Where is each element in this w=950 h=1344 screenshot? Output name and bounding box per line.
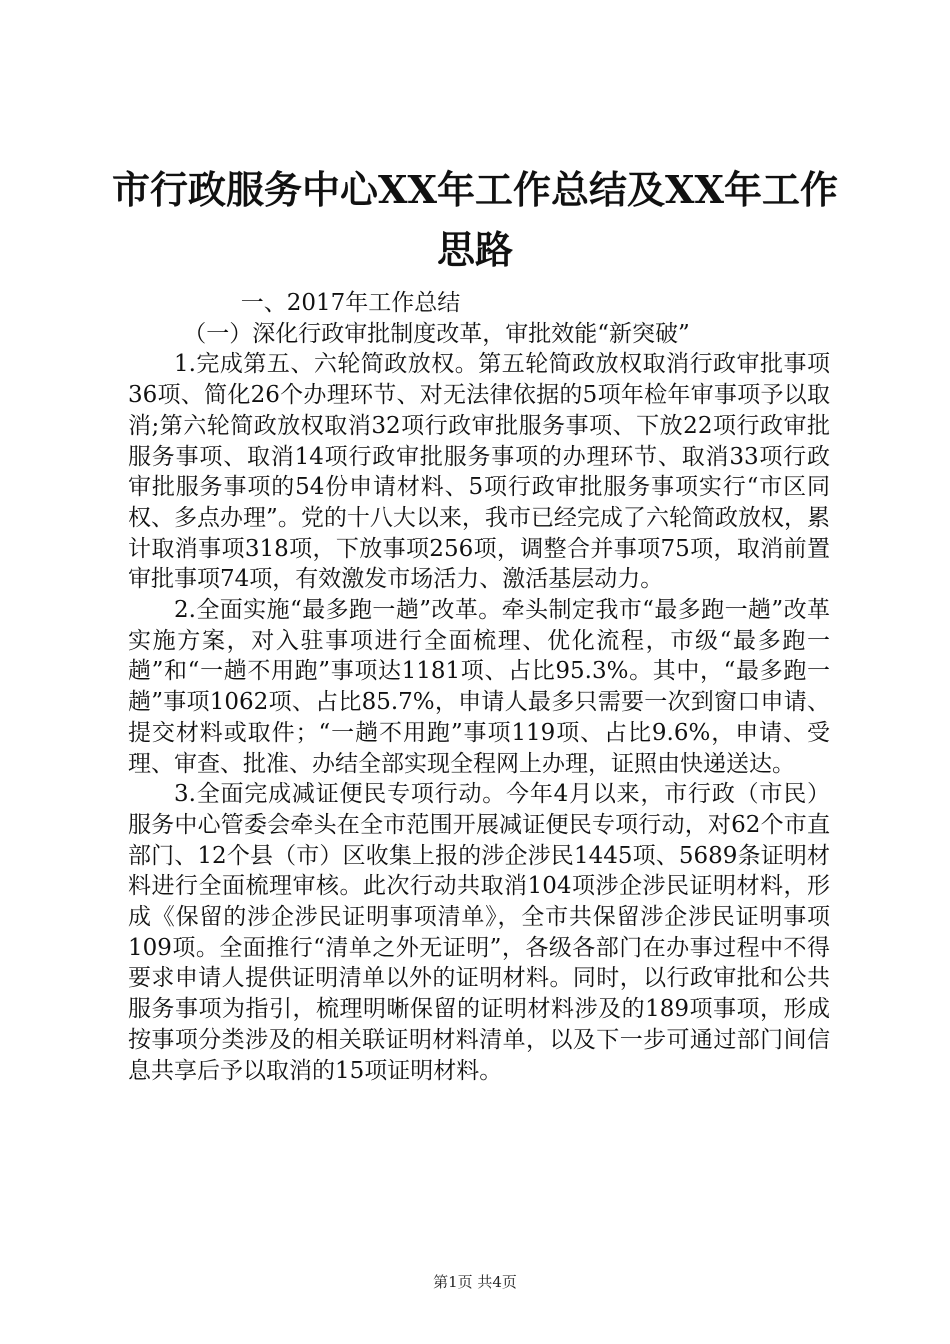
- page-number-footer: 第1页 共4页: [433, 1273, 517, 1291]
- paragraph-item-2: 2.全面实施“最多跑一趟”改革。牵头制定我市“最多跑一趟”改革实施方案，对入驻事项进行全面梳理、优化流程，市级“最多跑一趟”和“一趟不用跑”事项达1181项、占比95.3%。其中，“最多跑一趟”事项1062项、占比85.7%，申请人最多只需要一次到窗口申请、提交材料或取件；“一趟不用跑”事项119项、占比9.6%，申请、受理、审查、批准、办结全部实现全程网上办理，证照由快递送达。: [128, 597, 830, 777]
- paragraph-item-1: 1.完成第五、六轮简政放权。第五轮简政放权取消行政审批事项36项、简化26个办理环节、对无法律依据的5项年检年审事项予以取消;第六轮简政放权取消32项行政审批服务事项、下放22项行政审批服务事项、取消14项行政审批服务事项的办理环节、取消33项行政审批服务事项的54份申请材料、5项行政审批服务事项实行“市区同权、多点办理”。党的十八大以来，我市已经完成了六轮简政放权，累计取消事项318项，下放事项256项，调整合并事项75项，取消前置审批事项74项，有效激发市场活力、激活基层动力。: [128, 351, 830, 593]
- section-heading: 一、2017年工作总结: [240, 290, 461, 316]
- subsection-heading: （一）深化行政审批制度改革，审批效能“新突破”: [183, 320, 690, 347]
- document-body: [128, 288, 830, 1086]
- document-title: 市行政服务中心XX年工作总结及XX年工作思路: [112, 167, 838, 272]
- paragraph-item-3: 3.全面完成减证便民专项行动。今年4月以来，市行政（市民）服务中心管委会牵头在全市范围开展减证便民专项行动，对62个市直部门、12个县（市）区收集上报的涉企涉民1445项、5689条证明材料进行全面梳理审核。此次行动共取消104项涉企涉民证明材料，形成《保留的涉企涉民证明事项清单》，全市共保留涉企涉民证明事项109项。全面推行“清单之外无证明”，各级各部门在办事过程中不得要求申请人提供证明清单以外的证明材料。同时，以行政审批和公共服务事项为指引，梳理明晰保留的证明材料涉及的189项事项，形成按事项分类涉及的相关联证明材料清单，以及下一步可通过部门间信息共享后予以取消的15项证明材料。: [128, 781, 830, 1084]
